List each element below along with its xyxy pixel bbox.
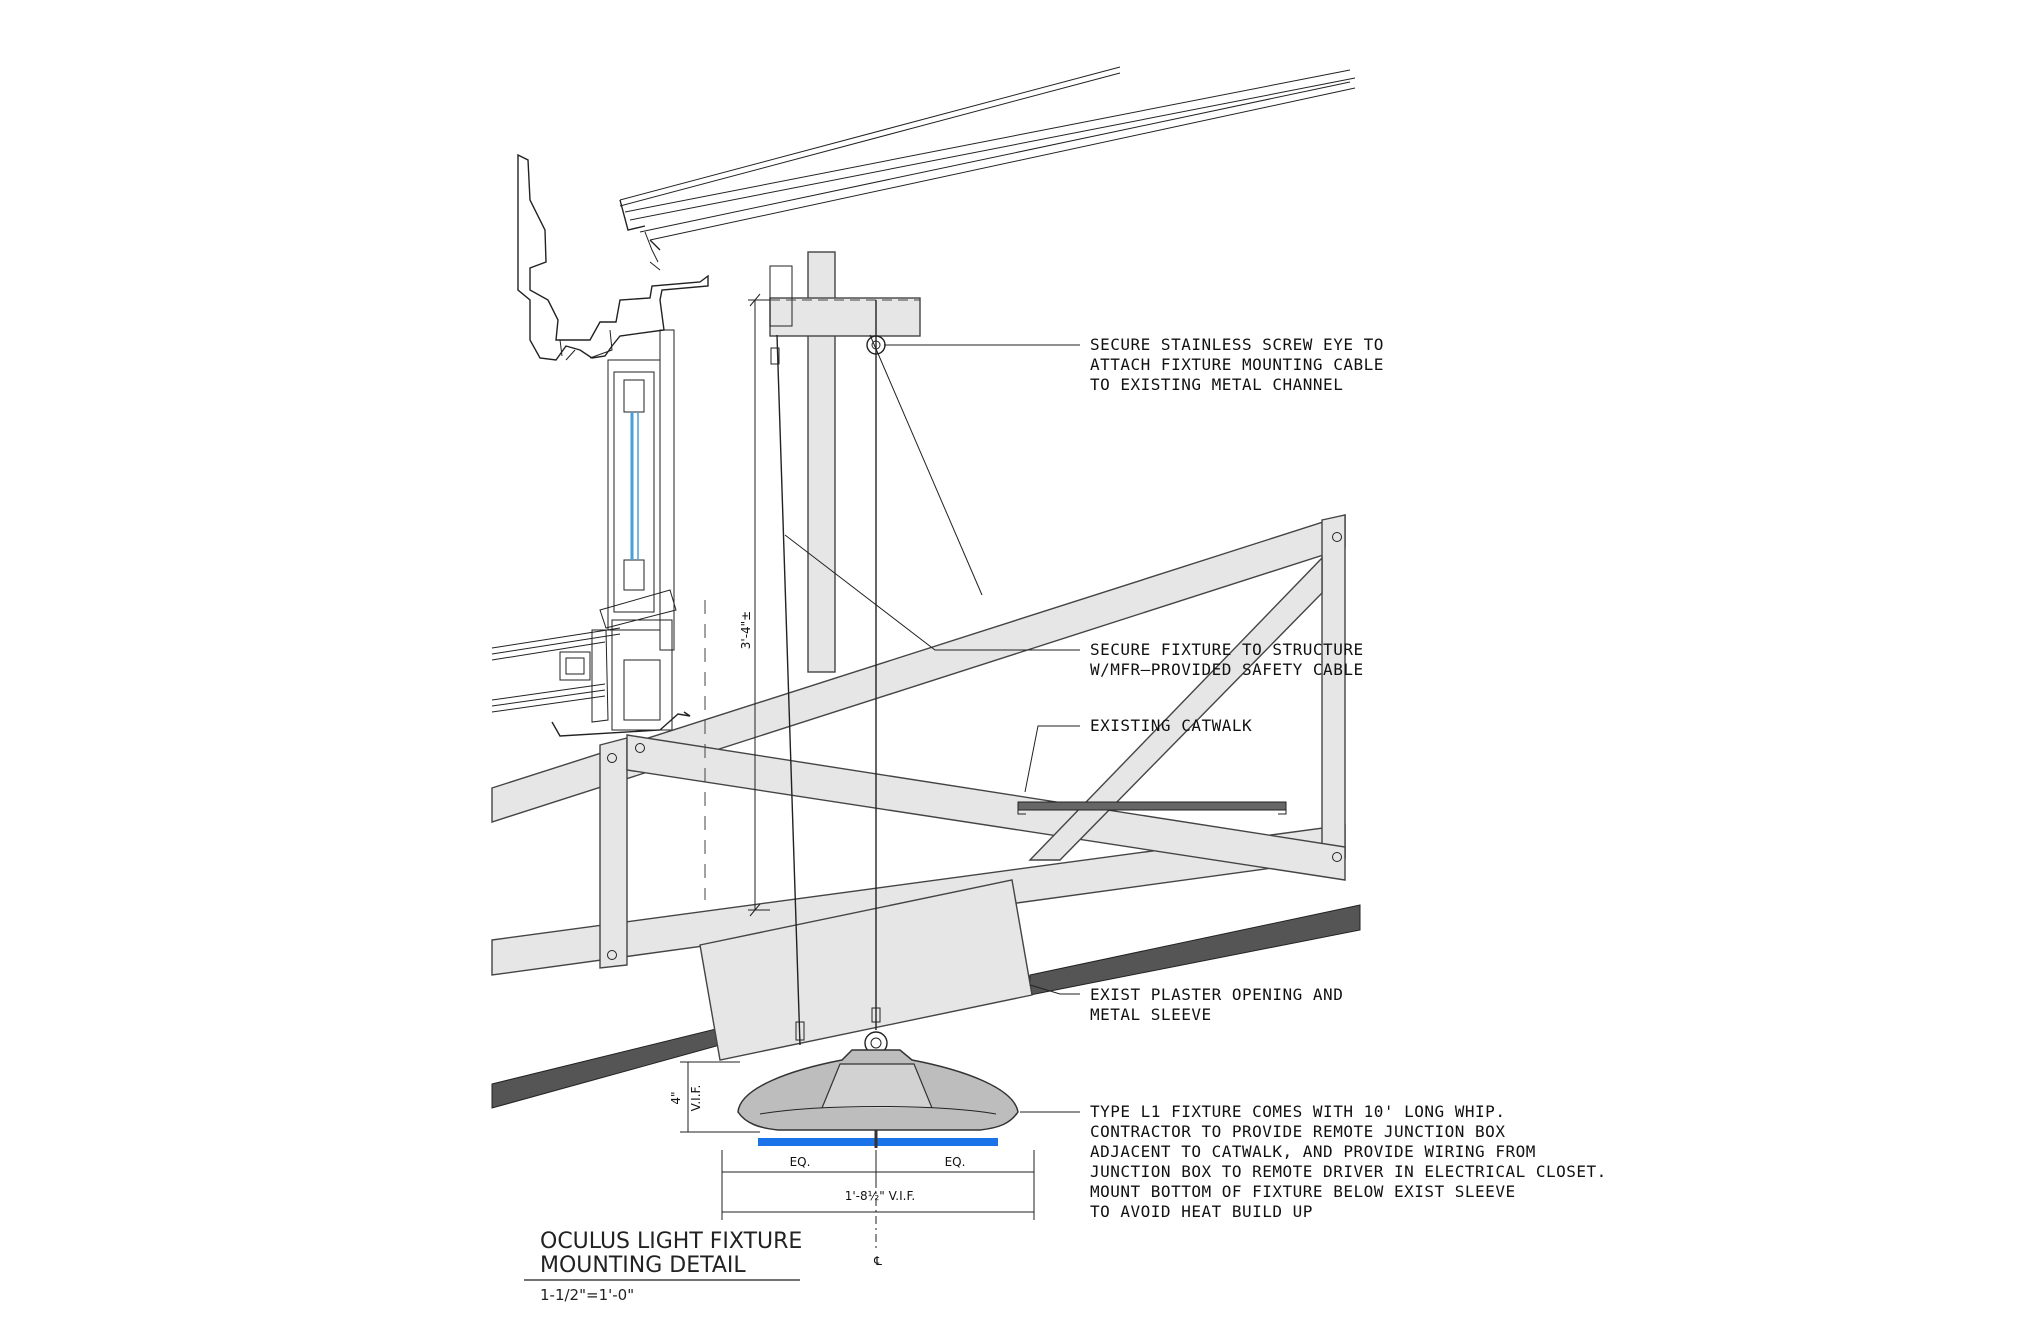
notes <box>1090 335 1617 1221</box>
note-line: SECURE STAINLESS SCREW EYE TO <box>1090 335 1384 354</box>
dim-cable-length: 3'-4"± <box>739 610 753 650</box>
title-block <box>524 1229 802 1304</box>
light-fixture <box>738 1050 1018 1148</box>
note-line: EXISTING CATWALK <box>1090 716 1253 735</box>
note-line: JUNCTION BOX TO REMOTE DRIVER IN ELECTRICAL CLOSET. <box>1090 1162 1607 1181</box>
note-line: ADJACENT TO CATWALK, AND PROVIDE WIRING FROM <box>1090 1142 1536 1161</box>
note-plaster-opening <box>1090 985 1353 1024</box>
note-line: ATTACH FIXTURE MOUNTING CABLE <box>1090 355 1384 374</box>
note-line: TYPE L1 FIXTURE COMES WITH 10' LONG WHIP. <box>1090 1102 1506 1121</box>
note-line: TO AVOID HEAT BUILD UP <box>1090 1202 1313 1221</box>
title-line-1: OCULUS LIGHT FIXTURE <box>540 1229 803 1254</box>
note-line: CONTRACTOR TO PROVIDE REMOTE JUNCTION BOX <box>1090 1122 1506 1141</box>
dim-drop-note: V.I.F. <box>689 1084 703 1112</box>
dim-width: 1'-8½" V.I.F. <box>844 1189 916 1203</box>
note-line: TO EXISTING METAL CHANNEL <box>1090 375 1344 394</box>
note-line: EXIST PLASTER OPENING AND <box>1090 985 1344 1004</box>
note-line: SECURE FIXTURE TO STRUCTURE <box>1090 640 1364 659</box>
window-frame <box>492 155 708 736</box>
note-line: METAL SLEEVE <box>1090 1005 1212 1024</box>
fixture-lens <box>758 1138 998 1146</box>
skylight-roof <box>620 67 1355 270</box>
support-post <box>770 252 920 672</box>
scale-label: 1-1/2"=1'-0" <box>540 1286 635 1304</box>
centerline-mark: ℄ <box>874 1254 882 1268</box>
dim-drop: 4" <box>669 1091 683 1105</box>
dim-eq-left: EQ. <box>789 1155 811 1169</box>
note-line: W/MFR–PROVIDED SAFETY CABLE <box>1090 660 1364 679</box>
dim-eq-right: EQ. <box>944 1155 966 1169</box>
note-safety-cable <box>1090 640 1374 679</box>
note-line: MOUNT BOTTOM OF FIXTURE BELOW EXIST SLEEVE <box>1090 1182 1516 1201</box>
note-fixture <box>1090 1102 1617 1221</box>
note-screw-eye <box>1090 335 1394 394</box>
title-line-2: MOUNTING DETAIL <box>540 1253 746 1278</box>
note-catwalk <box>1090 716 1252 735</box>
